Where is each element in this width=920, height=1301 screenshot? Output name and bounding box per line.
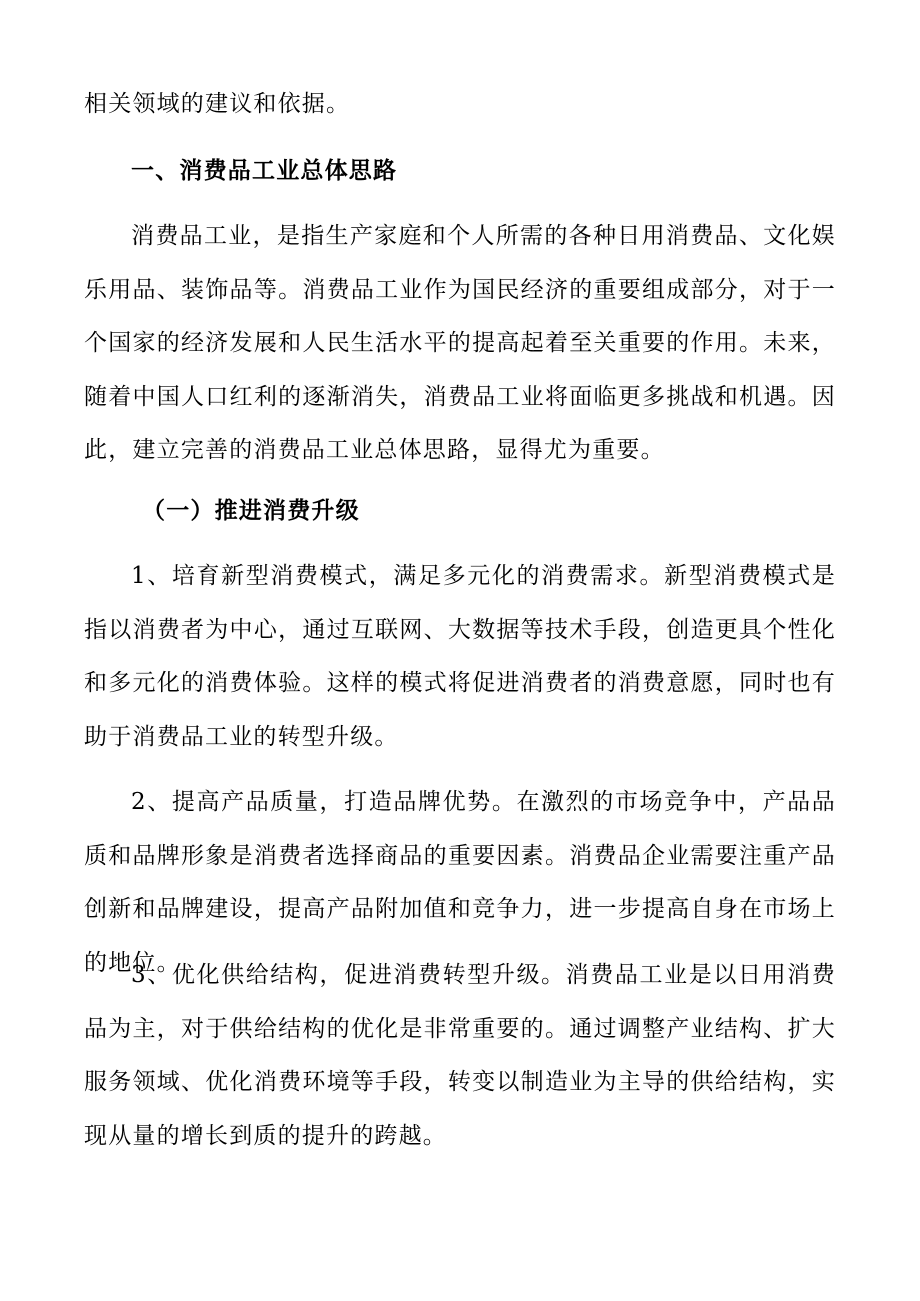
list-item-1: 1、培育新型消费模式，满足多元化的消费需求。新型消费模式是指以消费者为中心，通过互联网、大数据等技术手段，创造更具个性化和多元化的消费体验。这样的模式将促进消费者的消费意愿，同时也有助于消费品工业的转型升级。 xyxy=(84,563,836,750)
list-item-2: 2、提高产品质量，打造品牌优势。在激烈的市场竞争中，产品品质和品牌形象是消费者选择商品的重要因素。消费品企业需要注重产品创新和品牌建设，提高产品附加值和竞争力，进一步提高自身在市场上的地位。 xyxy=(84,789,836,976)
list-item-3: 3、优化供给结构，促进消费转型升级。消费品工业是以日用消费品为主，对于供给结构的优化是非常重要的。通过调整产业结构、扩大服务领域、优化消费环境等手段，转变以制造业为主导的供给结构，实现从量的增长到质的提升的跨越。 xyxy=(84,962,836,1149)
section-heading: 一、消费品工业总体思路 xyxy=(131,157,398,184)
section-body-paragraph: 消费品工业，是指生产家庭和个人所需的各种日用消费品、文化娱乐用品、装饰品等。消费品工业作为国民经济的重要组成部分，对于一个国家的经济发展和人民生活水平的提高起着至关重要的作用。未来，随着中国人口红利的逐渐消失，消费品工业将面临更多挑战和机遇。因此，建立完善的消费品工业总体思路，显得尤为重要。 xyxy=(84,223,836,463)
subsection-heading: （一）推进消费升级 xyxy=(142,497,360,524)
intro-paragraph-tail: 相关领域的建议和依据。 xyxy=(84,91,351,117)
